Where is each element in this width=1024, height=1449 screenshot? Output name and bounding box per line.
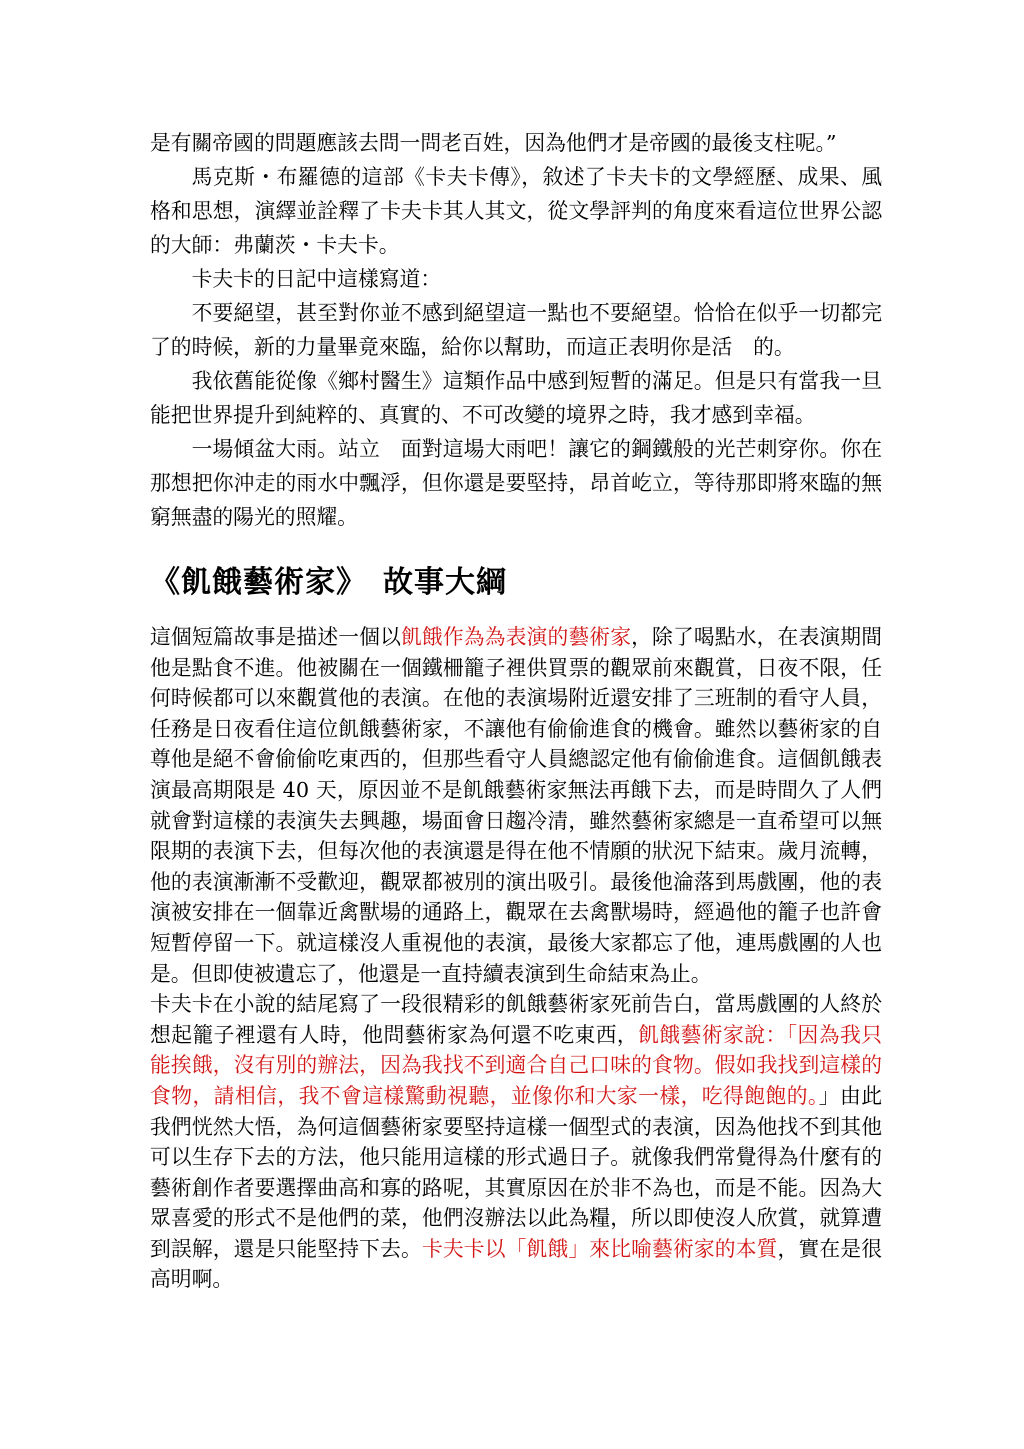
text-run: ，實在是很高明啊。 [150,1236,883,1292]
text-run: 我依舊能從像《鄉村醫生》這類作品中感到短暫的滿足。但是只有當我一旦能把世界提升到純粹的、真實的、不可改變的境界之時，我才感到幸福。 [150,369,882,427]
text-run: 這個短篇故事是描述一個以 [150,625,402,649]
section-heading: 《飢餓藝術家》 故事大綱 [150,565,507,600]
paragraph [150,364,882,432]
text-run: 卡夫卡的日記中這樣寫道： [191,267,442,291]
text-run: 一場傾盆大雨。站立 面對這場大雨吧！讓它的鋼鐵般的光芒刺穿你。你在那想把你沖走的雨水中飄浮，但你還是要堅持，昂首屹立，等待那即將來臨的無窮無盡的陽光的照耀。 [150,437,882,529]
paragraph [150,432,882,534]
paragraph [150,126,882,160]
highlighted-text-run: 飢餓作為為表演的藝術家 [401,625,632,649]
paragraph [150,262,882,296]
document-body [150,126,882,1295]
text-run: 」由此我們恍然大悟，為何這個藝術家要堅持這樣一個型式的表演，因為他找不到其他可以生存下去的方法，他只能用這樣的形式過日子。就像我們常覺得為什麼有的藝術創作者要選擇曲高和寡的路呢，其實原因在於非不為也，而是不能。因為大眾喜愛的形式不是他們的菜，他們沒辦法以此為糧，所以即使沒人欣賞，就算遭到誤解，還是只能堅持下去。 [150,1083,882,1261]
paragraph [150,296,882,364]
text-run: 卡夫卡在小說的結尾寫了一段很精彩的飢餓藝術家死前告白，當馬戲團的人終於想起籠子裡還有人時，他問藝術家為何還不吃東西， [150,992,882,1047]
highlighted-text-run: 飢餓藝術家說：「因為我只能挨餓，沒有別的辦法，因為我找不到適合自己口味的食物。假如我找到這樣的食物，請相信，我不會這樣驚動視聽，並像你和大家一樣，吃得飽飽的。 [150,1022,882,1108]
paragraph [150,622,882,989]
paragraph [150,989,882,1295]
text-run: ，除了喝點水，在表演期間他是點食不進。他被關在一個鐵柵籠子裡供買票的觀眾前來觀賞，日夜不限，任何時候都可以來觀賞他的表演。在他的表演場附近還安排了三班制的看守人員，任務是日夜看住這位飢餓藝術家，不讓他有偷偷進食的機會。雖然以藝術家的自尊他是絕不會偷偷吃東西的，但那些看守人員總認定他有偷偷進食。這個飢餓表演最高期限是 40 天，原因並不是飢餓藝術家無法再餓下去，而是時間久了人們就會對這樣的表演失去興趣，場面會日趨冷清，雖然藝術家總是一直希望可以無限期的表演下去，但每次他的表演還是得在他不情願的狀況下結束。歲月流轉，他的表演漸漸不受歡迎，觀眾都被別的演出吸引。最後他淪落到馬戲團，他的表演被安排在一個靠近禽獸場的通路上，觀眾在去禽獸場時，經過他的籠子也許會短暫停留一下。就這樣沒人重視他的表演，最後大家都忘了他，連馬戲團的人也是。但即使被遺忘了，他還是一直持續表演到生命結束為止。 [150,625,883,986]
text-run: 不要絕望，甚至對你並不感到絕望這一點也不要絕望。恰恰在似乎一切都完了的時候，新的力量畢竟來臨，給你以幫助，而這正表明你是活 的。 [150,301,882,359]
paragraph [150,160,882,262]
highlighted-text-run: 卡夫卡以「飢餓」來比喻藝術家的本質 [421,1236,778,1261]
text-run: 是有關帝國的問題應該去問一問老百姓，因為他們才是帝國的最後支柱呢。” [150,131,837,155]
text-run: 馬克斯・布羅德的這部《卡夫卡傳》，敘述了卡夫卡的文學經歷、成果、風格和思想，演繹並詮釋了卡夫卡其人其文，從文學評判的角度來看這位世界公認的大師：弗蘭茨・卡夫卡。 [150,165,882,257]
